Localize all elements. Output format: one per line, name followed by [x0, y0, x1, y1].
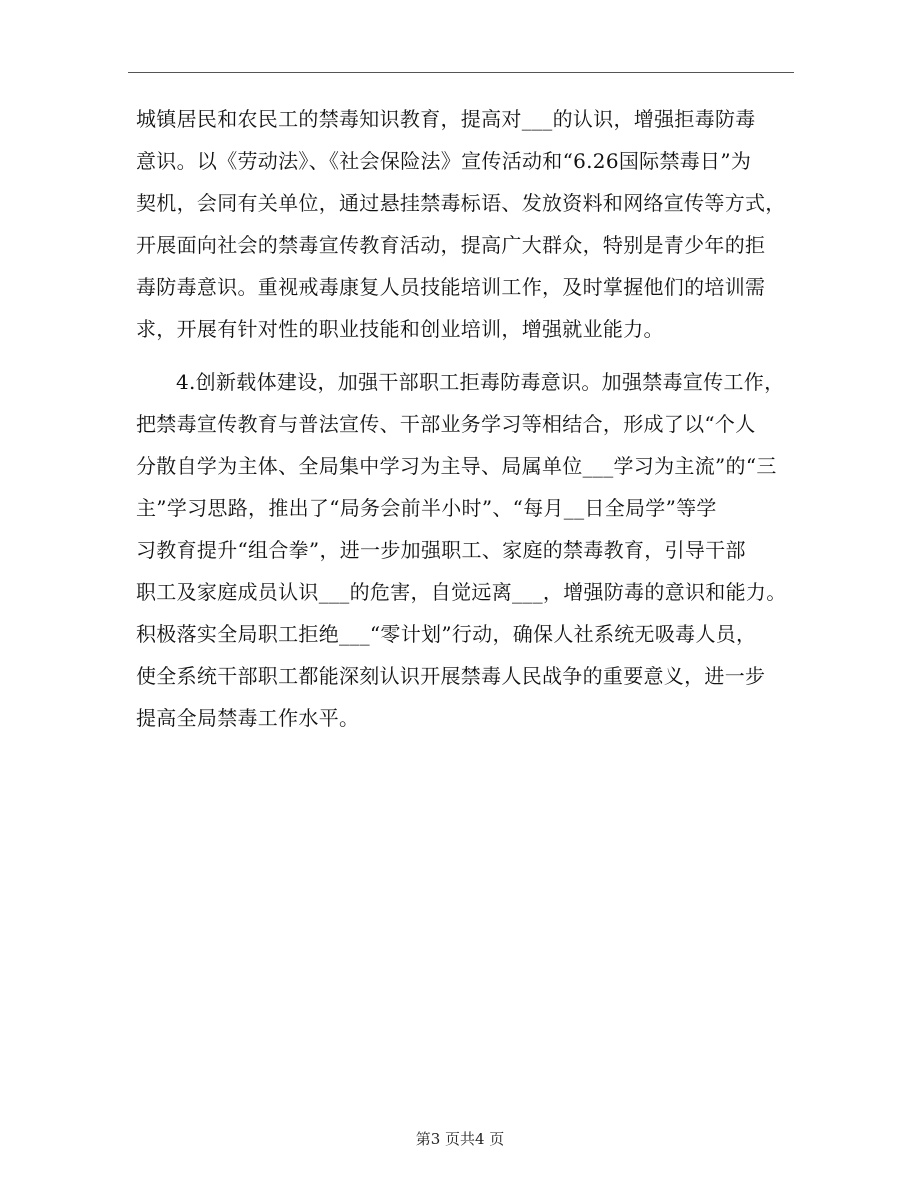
text-line: 毒防毒意识。重视戒毒康复人员技能培训工作，及时掌握他们的培训需: [136, 275, 766, 299]
text-line: 提高全局禁毒工作水平。: [136, 706, 360, 730]
paragraph-2: [136, 361, 796, 739]
page-number: 第3 页共4 页: [415, 1130, 505, 1148]
text-line: 城镇居民和农民工的禁毒知识教育，提高对___的认识，增强拒毒防毒: [136, 107, 756, 131]
text-line: 主”学习思路，推出了“局务会前半小时”、“每月__日全局学”等学: [136, 496, 717, 520]
text-line: 积极落实全局职工拒绝___“零计划”行动，确保人社系统无吸毒人员，: [136, 622, 757, 646]
text-line: 意识。以《劳动法》、《社会保险法》宣传活动和“6.26国际禁毒日”为: [136, 149, 752, 173]
paragraph-1: [136, 98, 796, 350]
header-rule: [128, 72, 794, 73]
text-line: 求，开展有针对性的职业技能和创业培训，增强就业能力。: [136, 317, 664, 341]
text-line: 习教育提升“组合拳”，进一步加强职工、家庭的禁毒教育，引导干部: [136, 538, 746, 562]
document-body: [136, 98, 796, 739]
text-line: 4.创新载体建设，加强干部职工拒毒防毒意识。加强禁毒宣传工作，: [176, 370, 785, 394]
text-line: 契机，会同有关单位，通过悬挂禁毒标语、发放资料和网络宣传等方式，: [136, 191, 786, 215]
text-line: 分散自学为主体、全局集中学习为主导、局属单位___学习为主流”的“三: [136, 454, 777, 478]
text-line: 把禁毒宣传教育与普法宣传、干部业务学习等相结合，形成了以“个人: [136, 412, 756, 436]
text-line: 职工及家庭成员认识___的危害，自觉远离___，增强防毒的意识和能力。: [136, 580, 787, 604]
text-line: 开展面向社会的禁毒宣传教育活动，提高广大群众，特别是青少年的拒: [136, 233, 766, 257]
text-line: 使全系统干部职工都能深刻认识开展禁毒人民战争的重要意义，进一步: [136, 664, 766, 688]
